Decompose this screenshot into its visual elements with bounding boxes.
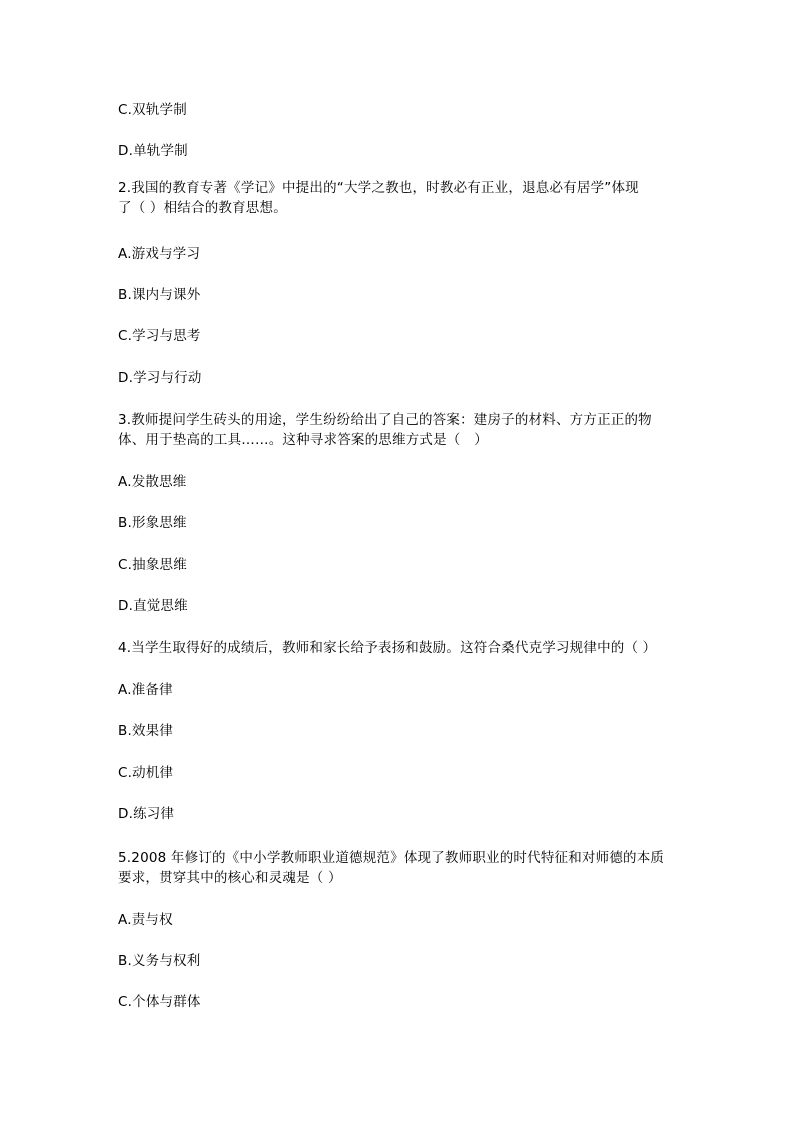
option-c: C.个体与群体 <box>118 994 201 1010</box>
question-3: 3.教师提问学生砖头的用途，学生纷纷给出了自己的答案：建房子的材料、方方正正的物 <box>118 412 652 428</box>
question-2: 2.我国的教育专著《学记》中提出的“大学之教也，时教必有正业，退息必有居学”体现 <box>118 180 639 196</box>
option-a: A.游戏与学习 <box>118 246 201 262</box>
question-5-cont: 要求，贯穿其中的核心和灵魂是（ ） <box>118 870 342 886</box>
option-c: C.动机律 <box>118 765 174 781</box>
option-b: B.效果律 <box>118 723 174 739</box>
question-3-cont: 体、用于垫高的工具……。这种寻求答案的思维方式是（ ） <box>118 432 488 448</box>
option-a: A.责与权 <box>118 912 173 928</box>
question-5: 5.2008 年修订的《中小学教师职业道德规范》体现了教师职业的时代特征和对师德的本质 <box>118 850 665 866</box>
option-c: C.双轨学制 <box>118 102 187 118</box>
option-a: A.发散思维 <box>118 474 187 490</box>
question-2-cont: 了（ ）相结合的教育思想。 <box>118 200 287 216</box>
option-b: B.课内与课外 <box>118 287 201 303</box>
option-d: D.练习律 <box>118 806 175 822</box>
option-b: B.形象思维 <box>118 515 187 531</box>
option-d: D.单轨学制 <box>118 143 188 159</box>
option-b: B.义务与权利 <box>118 953 201 969</box>
option-d: D.学习与行动 <box>118 370 202 386</box>
option-c: C.抽象思维 <box>118 557 187 573</box>
option-d: D.直觉思维 <box>118 598 188 614</box>
question-4: 4.当学生取得好的成绩后，教师和家长给予表扬和鼓励。这符合桑代克学习规律中的（ ） <box>118 640 657 656</box>
option-a: A.准备律 <box>118 682 173 698</box>
option-c: C.学习与思考 <box>118 328 201 344</box>
